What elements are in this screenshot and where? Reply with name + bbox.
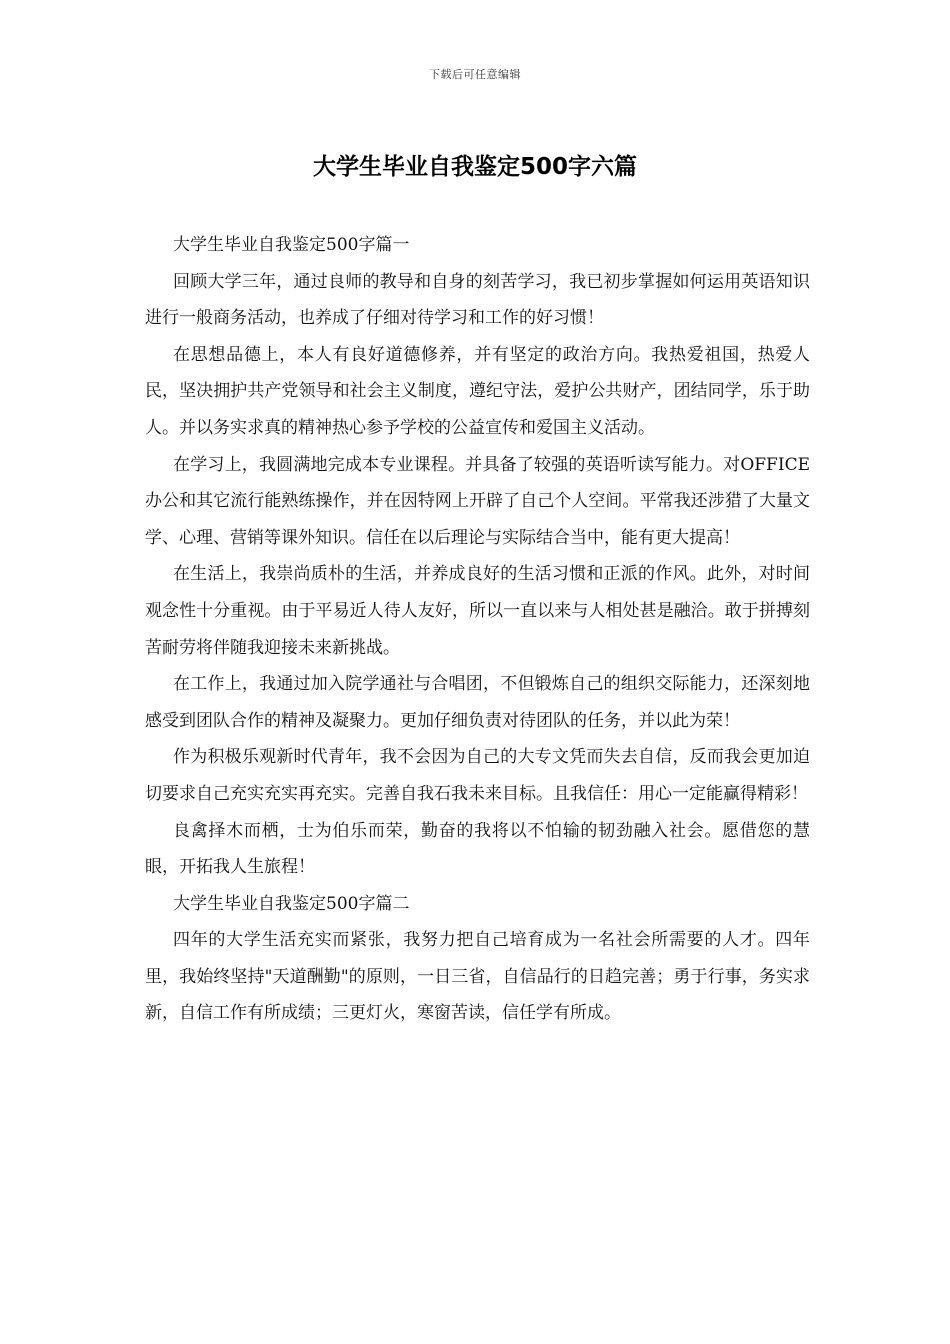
paragraph: 在工作上，我通过加入院学通社与合唱团，不但锻炼自己的组织交际能力，还深刻地感受到团队合作的精神及凝聚力。更加仔细负责对待团队的任务，并以此为荣！ (145, 674, 810, 731)
paragraph: 回顾大学三年，通过良师的教导和自身的刻苦学习，我已初步掌握如何运用英语知识进行一般商务活动，也养成了仔细对待学习和工作的好习惯！ (145, 271, 810, 329)
header-note: 下载后可任意编辑 (429, 68, 521, 81)
document-title: 大学生毕业自我鉴定500字六篇 (312, 154, 637, 180)
paragraph: 作为积极乐观新时代青年，我不会因为自己的大专文凭而失去自信，反而我会更加迫切要求自己充实充实再充实。完善自我石我未来目标。且我信任：用心一定能赢得精彩！ (145, 747, 810, 804)
section-heading-2: 大学生毕业自我鉴定500字篇二 (173, 893, 410, 914)
section-heading-1: 大学生毕业自我鉴定500字篇一 (173, 235, 410, 255)
paragraph: 四年的大学生活充实而紧张，我努力把自己培育成为一名社会所需要的人才。四年里，我始终坚持"天道酬勤"的原则，一日三省，自信品行的日趋完善；勇于行事，务实求新，自信工作有所成绩；三更灯火，寒窗苦读，信任学有所成。 (145, 930, 810, 1024)
paragraph: 在学习上，我圆满地完成本专业课程。并具备了较强的英语听读写能力。对OFFICE办公和其它流行能熟练操作，并在因特网上开辟了自己个人空间。平常我还涉猎了大量文学、心理、营销等课外知识。信任在以后理论与实际结合当中，能有更大提高！ (145, 454, 810, 548)
document-body (145, 227, 810, 1032)
paragraph: 在生活上，我崇尚质朴的生活，并养成良好的生活习惯和正派的作风。此外，对时间观念性十分重视。由于平易近人待人友好，所以一直以来与人相处甚是融洽。敢于拼搏刻苦耐劳将伴随我迎接未来新挑战。 (145, 564, 810, 658)
paragraph: 在思想品德上，本人有良好道德修养，并有坚定的政治方向。我热爱祖国，热爱人民，坚决拥护共产党领导和社会主义制度，遵纪守法，爱护公共财产，团结同学，乐于助人。并以务实求真的精神热心参予学校的公益宣传和爱国主义活动。 (145, 344, 810, 438)
paragraph: 良禽择木而栖，士为伯乐而荣，勤奋的我将以不怕输的韧劲融入社会。愿借您的慧眼，开拓我人生旅程！ (145, 820, 810, 878)
